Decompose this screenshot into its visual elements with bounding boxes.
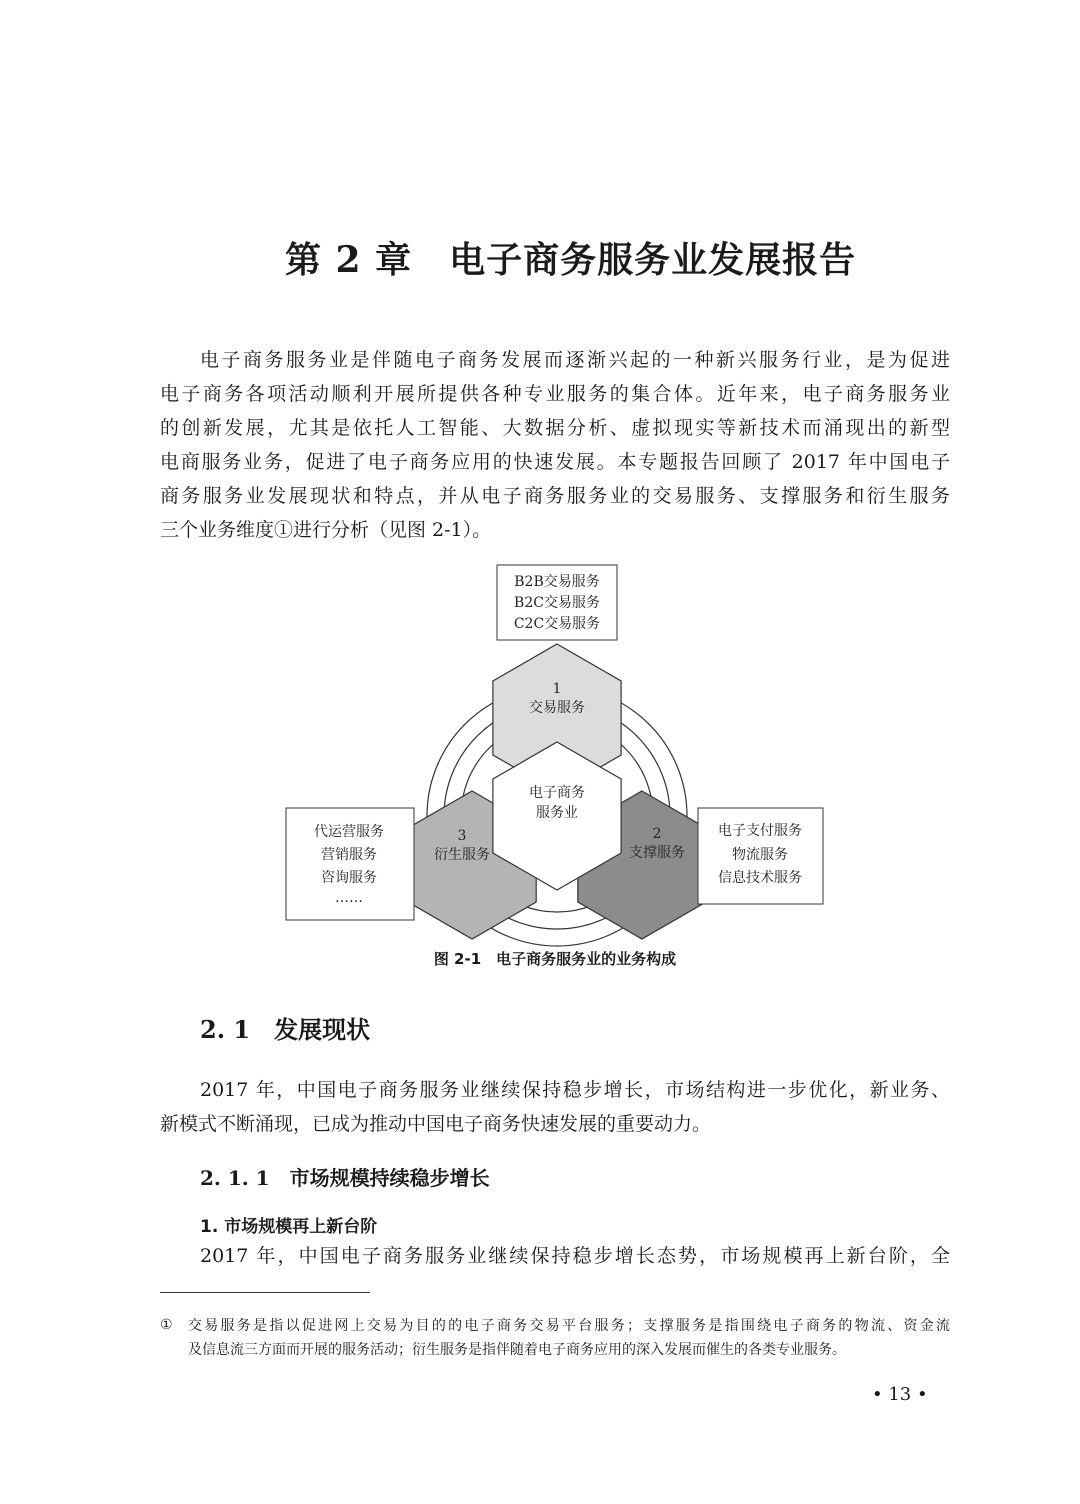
box-item: 代运营服务 bbox=[314, 824, 384, 840]
box-item: B2C交易服务 bbox=[514, 595, 600, 611]
box-item: …… bbox=[335, 890, 363, 906]
footnote-line: 交易服务是指以促进网上交易为目的的电子商务交易平台服务；支撑服务是指围绕电子商务的物流、资金流 bbox=[188, 1318, 950, 1334]
segment-number: 2 bbox=[652, 826, 662, 842]
box-item: 电子支付服务 bbox=[718, 823, 802, 839]
footnote-mark: ① bbox=[160, 1317, 173, 1333]
paragraph-line: 2017 年，中国电子商务服务业继续保持稳步增长态势，市场规模再上新台阶，全 bbox=[200, 1245, 950, 1267]
paragraph-line: 新模式不断涌现，已成为推动中国电子商务快速发展的重要动力。 bbox=[160, 1113, 712, 1135]
footnote-line: 及信息流三方面而开展的服务活动；衍生服务是指伴随着电子商务应用的深入发展而催生的各类专业服务。 bbox=[188, 1342, 846, 1358]
subsubsection-heading: 1. 市场规模再上新台阶 bbox=[200, 1217, 378, 1237]
center-label: 服务业 bbox=[536, 805, 578, 821]
box-item: B2B交易服务 bbox=[514, 574, 600, 590]
segment-label: 支撑服务 bbox=[629, 845, 685, 861]
box-item: 营销服务 bbox=[321, 847, 377, 863]
segment-number: 1 bbox=[552, 681, 562, 697]
paragraph-line: 的创新发展，尤其是依托人工智能、大数据分析、虚拟现实等新技术而涌现出的新型 bbox=[160, 417, 950, 439]
page-number: • 13 • bbox=[872, 1384, 928, 1405]
box-item: 信息技术服务 bbox=[718, 870, 802, 886]
segment-number: 3 bbox=[457, 828, 467, 844]
center-label: 电子商务 bbox=[529, 785, 585, 801]
subsection-heading: 2. 1. 1 市场规模持续稳步增长 bbox=[200, 1166, 490, 1190]
segment-label: 衍生服务 bbox=[434, 847, 490, 863]
box-item: C2C交易服务 bbox=[513, 616, 601, 632]
footnote-divider bbox=[160, 1292, 370, 1293]
section-heading: 2. 1 发展现状 bbox=[200, 1015, 371, 1044]
box-item: 物流服务 bbox=[732, 847, 788, 863]
paragraph-line: 电子商务服务业是伴随电子商务发展而逐渐兴起的一种新兴服务行业，是为促进 bbox=[200, 349, 950, 371]
box-item: 咨询服务 bbox=[321, 870, 377, 886]
chapter-title: 第 2 章 电子商务服务业发展报告 bbox=[285, 239, 857, 281]
paragraph-line: 2017 年，中国电子商务服务业继续保持稳步增长，市场结构进一步优化，新业务、 bbox=[200, 1079, 950, 1101]
paragraph-line: 商务服务业发展现状和特点，并从电子商务服务业的交易服务、支撑服务和衍生服务 bbox=[160, 485, 950, 507]
paragraph-line: 三个业务维度①进行分析（见图 2-1）。 bbox=[160, 519, 492, 541]
figure-caption: 图 2-1 电子商务服务业的业务构成 bbox=[433, 950, 677, 968]
segment-label: 交易服务 bbox=[529, 700, 585, 716]
paragraph-line: 电商服务业务，促进了电子商务应用的快速发展。本专题报告回顾了 2017 年中国电子 bbox=[160, 451, 950, 473]
paragraph-line: 电子商务各项活动顺利开展所提供各种专业服务的集合体。近年来，电子商务服务业 bbox=[160, 383, 950, 405]
